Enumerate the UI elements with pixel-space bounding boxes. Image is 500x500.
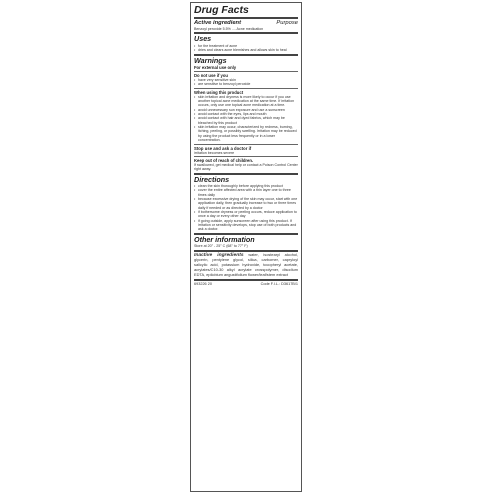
barcode-number: 693226 20 bbox=[194, 281, 212, 286]
drug-facts-panel bbox=[190, 2, 302, 492]
divider bbox=[194, 71, 298, 72]
list-item: • avoid contact with the eyes, lips and mouth bbox=[194, 112, 298, 116]
when-using-list bbox=[194, 95, 298, 143]
purpose-label: Purpose bbox=[276, 20, 298, 26]
list-item: • dries and clears acne blemishes and allows skin to heal bbox=[194, 48, 298, 52]
code-line bbox=[194, 282, 298, 287]
other-info-heading: Other information bbox=[194, 234, 255, 244]
list-item: • clean the skin thoroughly before applying this product bbox=[194, 184, 298, 188]
divider bbox=[194, 88, 298, 89]
list-item: • if going outside, apply sunscreen after using this product. If irritation or sensitivity develops, stop use of both products and ask a doctor. bbox=[194, 219, 298, 232]
inactive-ingredients-text: water, isostearyl alcohol, glycerin, pentylene glycol, silica, carbomer, capryloyl salicylic acid, potassium hydroxide, tocopheryl acetate, acrylates/C10-30 alkyl acrylate crosspolymer, disodium EDTA, epilobium angustifolium flower/leaf/stem extract bbox=[194, 251, 298, 277]
do-not-use-heading: Do not use if you bbox=[194, 73, 228, 79]
list-item: • avoid contact with hair and dyed fabrics, which may be bleached by this product bbox=[194, 116, 298, 125]
keep-out-text: If swallowed, get medical help or contact a Poison Control Center right away. bbox=[194, 162, 298, 172]
stop-use-text: irritation becomes severe bbox=[194, 150, 235, 155]
other-info-text: Store at 20° - 25° C (68° to 77° F) bbox=[194, 244, 248, 249]
directions-list bbox=[194, 184, 298, 232]
list-item: • skin irritation may occur, characterized by redness, burning, itching, peeling, or possibly swelling. Irritation may be reduced by using the product less frequently or in a lower concentration. bbox=[194, 125, 298, 142]
list-item: • avoid unnecessary sun exposure and use a sunscreen bbox=[194, 108, 298, 112]
lot-code: Code F.I.L.: D3617B/1 bbox=[260, 281, 298, 286]
list-item: • if bothersome dryness or peeling occurs, reduce application to once a day or every other day bbox=[194, 210, 298, 219]
uses-list bbox=[194, 44, 298, 53]
list-item: • because excessive drying of the skin may occur, start with one application daily, then gradually increase to two or three times daily if needed or as directed by a doctor bbox=[194, 197, 298, 210]
list-item: • skin irritation and dryness is more likely to occur if you use another topical acne medication at the same time. If irritation occurs, only use one topical acne medication at a time. bbox=[194, 95, 298, 108]
active-ingredient-label: Active ingredient bbox=[194, 20, 242, 26]
list-item: • have very sensitive skin bbox=[194, 78, 298, 82]
list-item: • are sensitive to benzoyl peroxide bbox=[194, 82, 298, 86]
list-item: • cover the entire affected area with a thin layer one to three times daily bbox=[194, 188, 298, 197]
when-using-heading: When using this product bbox=[194, 89, 244, 95]
divider bbox=[194, 144, 298, 145]
list-item: • for the treatment of acne bbox=[194, 44, 298, 48]
divider bbox=[194, 156, 298, 157]
uses-heading: Uses bbox=[194, 34, 212, 44]
external-use-text: For external use only bbox=[194, 65, 237, 71]
inactive-ingredients bbox=[194, 253, 298, 278]
active-ingredient-header bbox=[194, 20, 298, 27]
divider bbox=[194, 279, 298, 281]
warnings-heading: Warnings bbox=[194, 55, 227, 65]
active-ingredient-line: Benzoyl peroxide 5.5% .... Acne medication bbox=[194, 27, 264, 31]
do-not-use-list bbox=[194, 78, 298, 87]
keep-out-heading: Keep out of reach of children. bbox=[194, 157, 254, 163]
drug-facts-title: Drug Facts bbox=[194, 4, 249, 16]
stop-use-heading: Stop use and ask a doctor if bbox=[194, 145, 252, 151]
directions-heading: Directions bbox=[194, 174, 230, 184]
inactive-ingredients-label: Inactive ingredients bbox=[194, 252, 244, 258]
divider bbox=[194, 17, 298, 19]
